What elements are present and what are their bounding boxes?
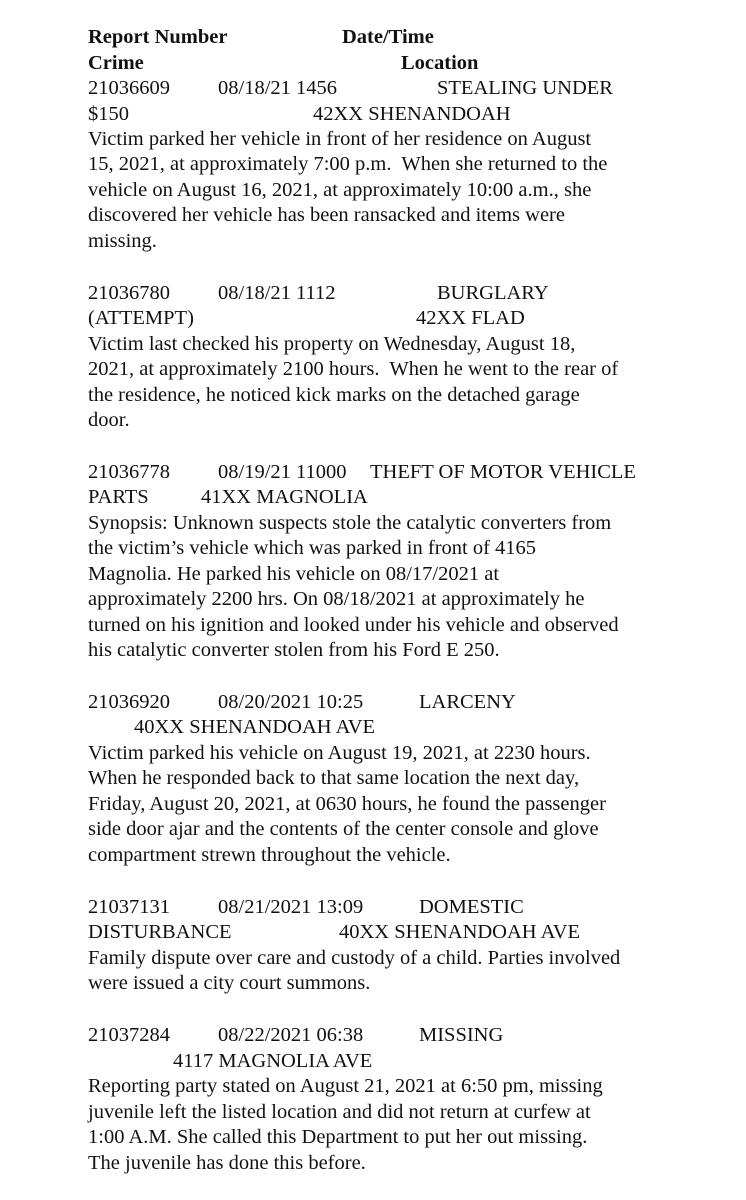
narrative-line: side door ajar and the contents of the center console and glove [88, 818, 599, 840]
narrative-line: When he responded back to that same location the next day, [88, 767, 580, 789]
report-number: 21036609 [88, 77, 170, 99]
report-number: 21036778 [88, 461, 170, 483]
report-crime: LARCENY [419, 691, 516, 713]
report-location: 40XX SHENANDOAH AVE [339, 921, 581, 943]
header-date-time: Date/Time [342, 26, 434, 48]
report-number: 21036780 [88, 282, 170, 304]
report-location: 42XX SHENANDOAH [313, 103, 511, 125]
narrative-line: juvenile left the listed location and did not return at curfew at [88, 1101, 591, 1123]
narrative-line: approximately 2200 hrs. On 08/18/2021 at approximately he [88, 588, 585, 610]
narrative-line: discovered her vehicle has been ransacked and items were [88, 204, 565, 226]
narrative-line: 1:00 A.M. She called this Department to put her out missing. [88, 1126, 588, 1148]
report-crime: THEFT OF MOTOR VEHICLE [370, 461, 636, 483]
narrative-line: Victim parked her vehicle in front of her residence on August [88, 128, 592, 150]
narrative-line: his catalytic converter stolen from his Ford E 250. [88, 639, 500, 661]
report-crime-continued: DISTURBANCE [88, 921, 232, 943]
narrative-line: Victim last checked his property on Wednesday, August 18, [88, 333, 576, 355]
report-number: 21036920 [88, 691, 170, 713]
report-datetime: 08/19/21 11000 [218, 461, 347, 483]
narrative-line: the victim’s vehicle which was parked in front of 4165 [88, 537, 537, 559]
narrative-line: vehicle on August 16, 2021, at approximately 10:00 a.m., she [88, 179, 592, 201]
report-datetime: 08/18/21 1456 [218, 77, 338, 99]
narrative-line: 15, 2021, at approximately 7:00 p.m. When she returned to the [88, 153, 608, 175]
report-number: 21037284 [88, 1024, 170, 1046]
report-crime-continued: PARTS [88, 486, 149, 508]
report-location: 41XX MAGNOLIA [201, 486, 368, 508]
report-datetime: 08/20/2021 10:25 [218, 691, 364, 713]
report-crime: DOMESTIC [419, 896, 524, 918]
narrative-line: the residence, he noticed kick marks on the detached garage [88, 384, 580, 406]
narrative-line: door. [88, 409, 130, 431]
report-datetime: 08/21/2021 13:09 [218, 896, 364, 918]
narrative-line: Friday, August 20, 2021, at 0630 hours, he found the passenger [88, 793, 606, 815]
report-number: 21037131 [88, 896, 170, 918]
report-crime: BURGLARY [437, 282, 549, 304]
report-crime-continued: $150 [88, 103, 129, 125]
report-crime: STEALING UNDER [437, 77, 613, 99]
report-location: 42XX FLAD [416, 307, 525, 329]
report-crime: MISSING [419, 1024, 504, 1046]
report-datetime: 08/18/21 1112 [218, 282, 336, 304]
report-location: 40XX SHENANDOAH AVE [134, 716, 376, 738]
narrative-line: Victim parked his vehicle on August 19, 2021, at 2230 hours. [88, 742, 591, 764]
narrative-line: Synopsis: Unknown suspects stole the catalytic converters from [88, 512, 612, 534]
header-crime: Crime [88, 52, 144, 74]
report-datetime: 08/22/2021 06:38 [218, 1024, 364, 1046]
narrative-line: Magnolia. He parked his vehicle on 08/17/2021 at [88, 563, 500, 585]
report-crime-continued: (ATTEMPT) [88, 307, 194, 329]
narrative-line: were issued a city court summons. [88, 972, 371, 994]
header-report-number: Report Number [88, 26, 228, 48]
report-location: 4117 MAGNOLIA AVE [173, 1050, 373, 1072]
narrative-line: The juvenile has done this before. [88, 1152, 366, 1174]
narrative-line: turned on his ignition and looked under his vehicle and observed [88, 614, 619, 636]
narrative-line: 2021, at approximately 2100 hours. When he went to the rear of [88, 358, 619, 380]
narrative-line: Family dispute over care and custody of a child. Parties involved [88, 947, 621, 969]
narrative-line: compartment strewn throughout the vehicle. [88, 844, 451, 866]
header-location: Location [401, 52, 479, 74]
narrative-line: missing. [88, 230, 157, 252]
narrative-line: Reporting party stated on August 21, 2021 at 6:50 pm, missing [88, 1075, 603, 1097]
